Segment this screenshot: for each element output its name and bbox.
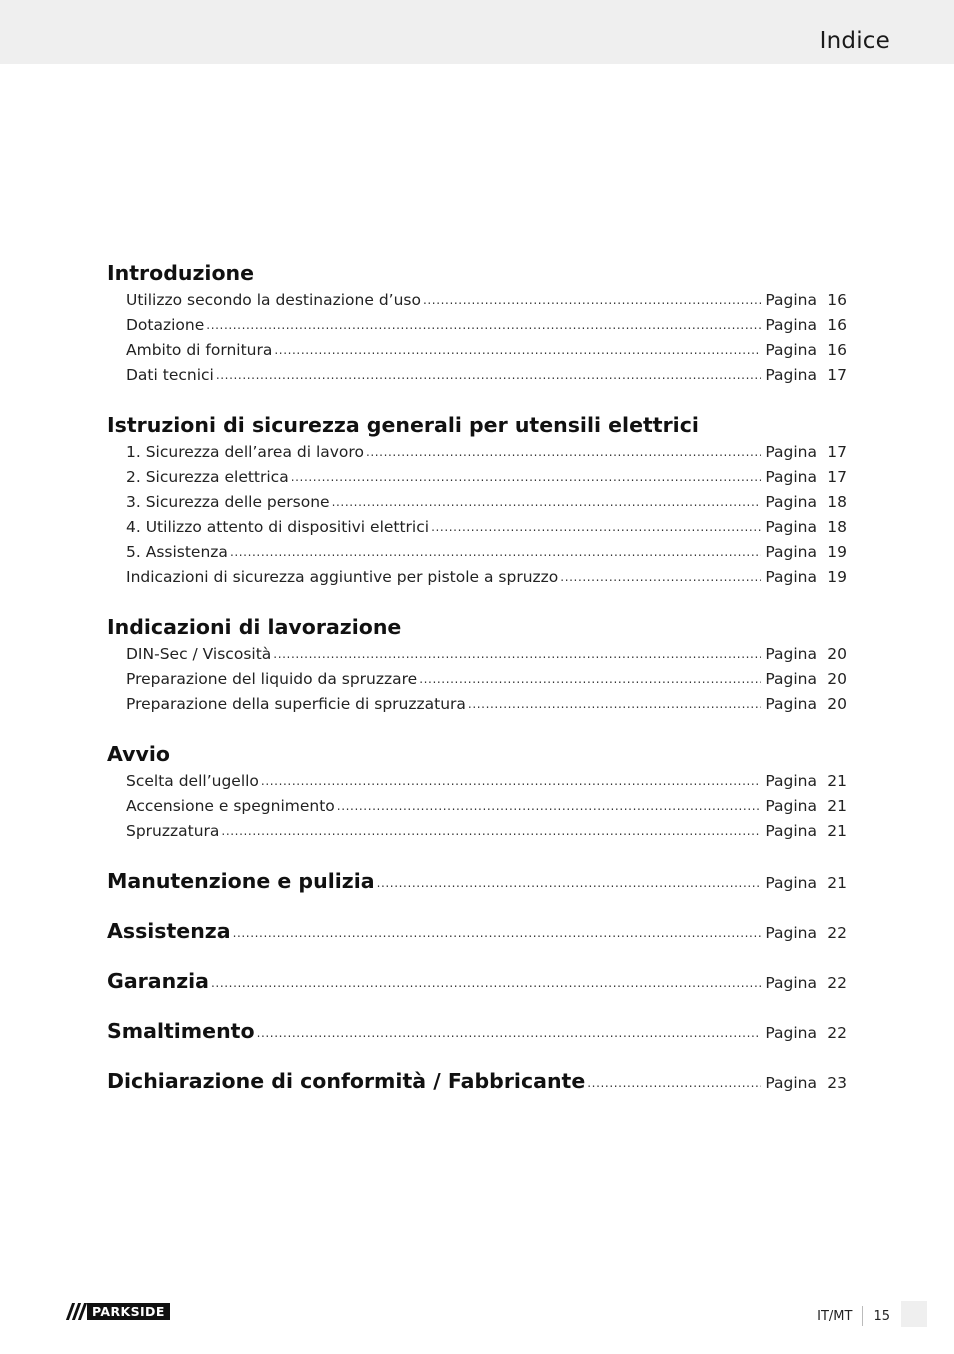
table-of-contents (107, 258, 847, 1116)
page-number: 17 (827, 366, 847, 384)
leader-dots (431, 514, 761, 540)
entry-label: Utilizzo secondo la destinazione d’uso (126, 291, 421, 309)
entry-label: Preparazione del liquido da spruzzare (126, 670, 418, 688)
page-word: Pagina (765, 518, 817, 536)
brand-name: PARKSIDE (87, 1303, 170, 1320)
page-number: 20 (827, 645, 847, 663)
page-number: 22 (827, 974, 847, 992)
leader-dots (211, 967, 761, 998)
toc-entry[interactable] (107, 363, 847, 388)
page-number: 16 (827, 341, 847, 359)
page-number: 21 (827, 822, 847, 840)
page-word: Pagina (765, 874, 817, 892)
page-number: 22 (827, 924, 847, 942)
entry-label: 1. Sicurezza dell’area di lavoro (126, 443, 364, 461)
page-number: 17 (827, 468, 847, 486)
leader-dots (274, 337, 761, 363)
entry-label: Preparazione della superficie di spruzzatura (126, 695, 466, 713)
entry-label: Accensione e spegnimento (126, 797, 335, 815)
page-number: 17 (827, 443, 847, 461)
entry-label: Scelta dell’ugello (126, 772, 259, 790)
toc-section-dichiarazione (107, 1066, 847, 1096)
page-word: Pagina (765, 568, 817, 586)
page-word: Pagina (765, 468, 817, 486)
locale-label: IT/MT (817, 1308, 853, 1324)
page-number: 20 (827, 695, 847, 713)
page-number-label: 15 (873, 1308, 890, 1324)
leader-dots (366, 439, 761, 465)
footer-page-info (817, 1306, 890, 1326)
toc-section-garanzia (107, 966, 847, 996)
page-word: Pagina (765, 797, 817, 815)
section-heading: Assistenza (107, 919, 231, 943)
page-word: Pagina (765, 493, 817, 511)
leader-dots (233, 917, 762, 948)
page-number: 21 (827, 797, 847, 815)
leader-dots (560, 564, 761, 590)
page-word: Pagina (765, 822, 817, 840)
page-word: Pagina (765, 543, 817, 561)
toc-entry[interactable] (107, 819, 847, 844)
logo-slashes-icon (66, 1303, 86, 1320)
toc-entry[interactable] (107, 288, 847, 313)
footer-divider (862, 1306, 863, 1326)
page-number: 20 (827, 670, 847, 688)
page-number: 21 (827, 772, 847, 790)
toc-section-avvio (107, 739, 847, 844)
page-word: Pagina (765, 1074, 817, 1092)
page-word: Pagina (765, 645, 817, 663)
entry-label: Ambito di fornitura (126, 341, 273, 359)
toc-entry[interactable] (107, 465, 847, 490)
leader-dots (468, 691, 761, 717)
page-word: Pagina (765, 924, 817, 942)
leader-dots (419, 666, 761, 692)
toc-entry[interactable] (107, 1066, 847, 1096)
toc-entry[interactable] (107, 642, 847, 667)
page-word: Pagina (765, 291, 817, 309)
toc-entry[interactable] (107, 866, 847, 896)
page-number: 18 (827, 493, 847, 511)
entry-label: Spruzzatura (126, 822, 220, 840)
toc-entry[interactable] (107, 313, 847, 338)
section-heading: Istruzioni di sicurezza generali per utensili elettrici (107, 413, 699, 437)
page-number: 19 (827, 568, 847, 586)
entry-label: 3. Sicurezza delle persone (126, 493, 330, 511)
section-heading: Introduzione (107, 261, 255, 285)
leader-dots (337, 793, 762, 819)
toc-entry[interactable] (107, 794, 847, 819)
toc-entry[interactable] (107, 515, 847, 540)
toc-entry[interactable] (107, 916, 847, 946)
leader-dots (230, 539, 761, 565)
entry-label: Dotazione (126, 316, 205, 334)
toc-section-istruzioni-sicurezza (107, 410, 847, 590)
page-number: 23 (827, 1074, 847, 1092)
toc-entry[interactable] (107, 490, 847, 515)
toc-entry[interactable] (107, 565, 847, 590)
section-heading: Indicazioni di lavorazione (107, 615, 402, 639)
section-heading: Dichiarazione di conformità / Fabbricante (107, 1069, 586, 1093)
section-heading: Avvio (107, 742, 170, 766)
section-heading: Garanzia (107, 969, 209, 993)
page-title: Indice (819, 28, 890, 54)
page-word: Pagina (765, 443, 817, 461)
leader-dots (273, 641, 761, 667)
page-word: Pagina (765, 695, 817, 713)
page-number: 19 (827, 543, 847, 561)
toc-entry[interactable] (107, 667, 847, 692)
page-number: 16 (827, 291, 847, 309)
toc-entry[interactable] (107, 692, 847, 717)
leader-dots (423, 287, 761, 313)
section-heading: Smaltimento (107, 1019, 255, 1043)
toc-section-smaltimento (107, 1016, 847, 1046)
leader-dots (332, 489, 762, 515)
page-word: Pagina (765, 1024, 817, 1042)
leader-dots (291, 464, 762, 490)
toc-entry[interactable] (107, 338, 847, 363)
header-band (0, 0, 954, 64)
page-number: 16 (827, 316, 847, 334)
toc-entry[interactable] (107, 769, 847, 794)
page-word: Pagina (765, 341, 817, 359)
leader-dots (257, 1017, 762, 1048)
leader-dots (587, 1067, 761, 1098)
footer-tab-marker (901, 1301, 927, 1327)
page-word: Pagina (765, 772, 817, 790)
leader-dots (261, 768, 761, 794)
page-number: 21 (827, 874, 847, 892)
toc-entry[interactable] (107, 1016, 847, 1046)
entry-label: Indicazioni di sicurezza aggiuntive per pistole a spruzzo (126, 568, 559, 586)
entry-label: 5. Assistenza (126, 543, 228, 561)
toc-entry[interactable] (107, 440, 847, 465)
toc-section-indicazioni-lavorazione (107, 612, 847, 717)
toc-section-assistenza (107, 916, 847, 946)
page-word: Pagina (765, 974, 817, 992)
page-number: 22 (827, 1024, 847, 1042)
entry-label: 4. Utilizzo attento di dispositivi elettrici (126, 518, 430, 536)
entry-label: Dati tecnici (126, 366, 214, 384)
toc-section-introduzione (107, 258, 847, 388)
page-word: Pagina (765, 316, 817, 334)
leader-dots (206, 312, 761, 338)
section-heading: Manutenzione e pulizia (107, 869, 375, 893)
leader-dots (216, 362, 762, 388)
parkside-logo (66, 1303, 176, 1320)
toc-section-manutenzione (107, 866, 847, 896)
leader-dots (221, 818, 761, 844)
leader-dots (377, 867, 762, 898)
toc-entry[interactable] (107, 966, 847, 996)
entry-label: 2. Sicurezza elettrica (126, 468, 289, 486)
toc-entry[interactable] (107, 540, 847, 565)
page-word: Pagina (765, 670, 817, 688)
page-number: 18 (827, 518, 847, 536)
page-word: Pagina (765, 366, 817, 384)
entry-label: DIN-Sec / Viscosità (126, 645, 272, 663)
